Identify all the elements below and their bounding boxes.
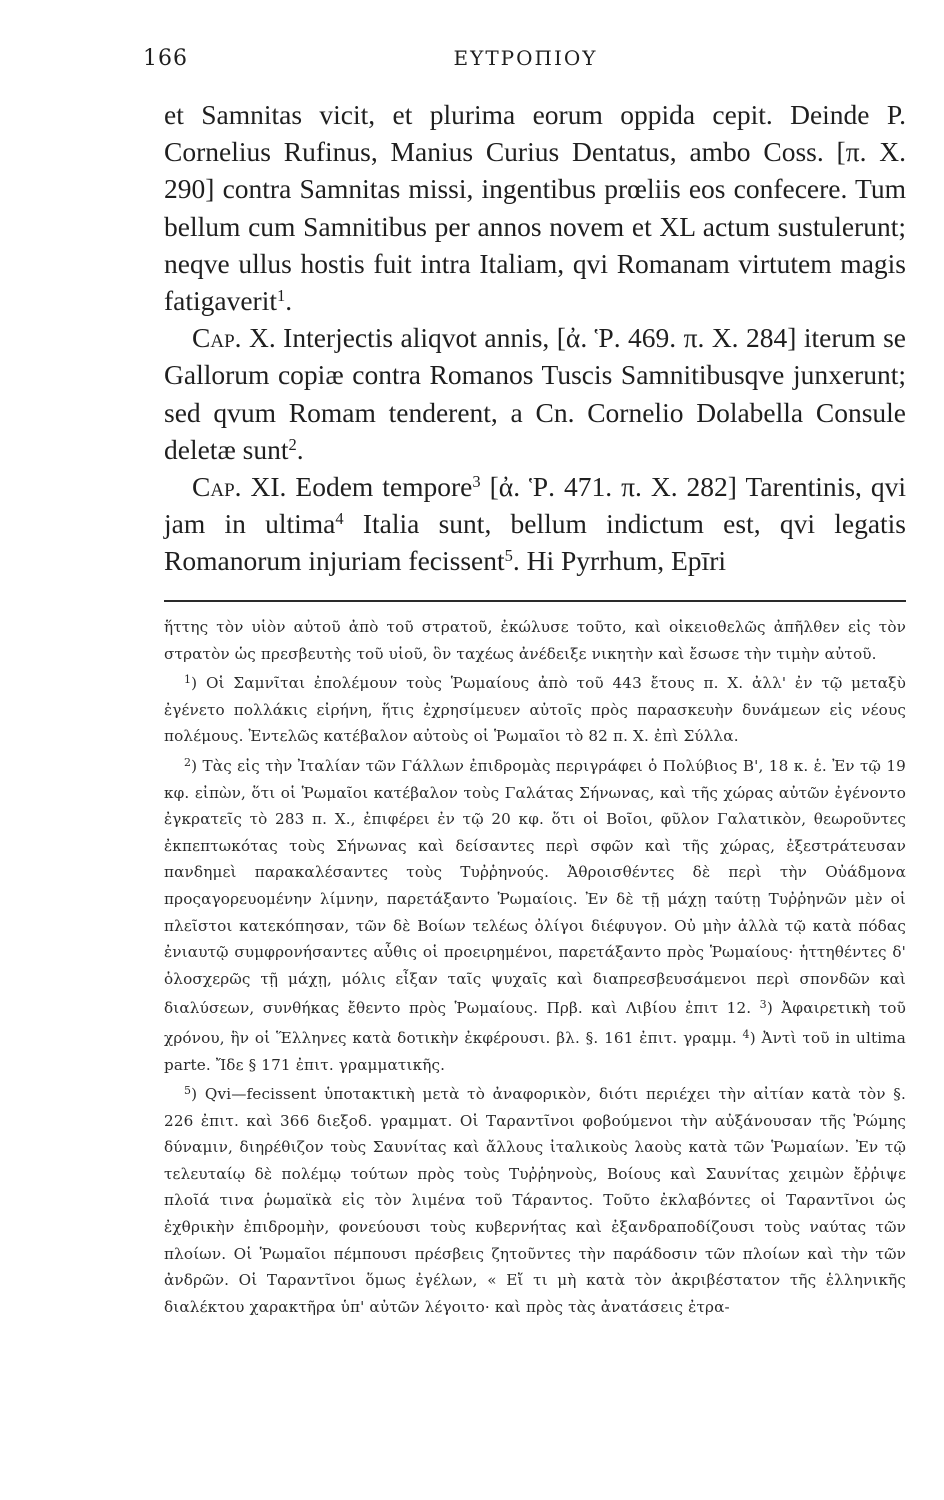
- footnote-ref: 1: [277, 285, 286, 305]
- footnote-ref: 3: [472, 471, 481, 491]
- paragraph-text: . Hi Pyrrhum, Epīri: [512, 545, 726, 577]
- paragraph-text: [ἀ. Ῥ. 471. π. Χ. 282] Tarentinis, qvi jam in ultima: [164, 471, 907, 540]
- page-number: 166: [143, 46, 188, 71]
- paragraph-text: Italia sunt, bellum indictum est, qvi legatis Romanorum injuriam fecissent: [164, 508, 907, 577]
- footnote-mark: 5: [184, 1084, 192, 1098]
- chapter-label: Cap. X.: [192, 322, 276, 354]
- footnote-mark: 4: [742, 1027, 750, 1041]
- footnote-text: Τὰς εἰς τὴν Ἰταλίαν τῶν Γάλλων ἐπιδρομὰς περιγράφει ὁ Πολύβιος Β', 18 κ. ἑ. Ἐν τῷ 19 κφ. εἰπὼν, ὅτι οἱ Ῥωμαῖοι κατέβαλον τοὺς Γαλάτας Σήνωνας, καὶ τῆς χώρας αὐτῶν ἐγένοντο ἐγκρατεῖς τὸ 283 π. Χ., ἐπιφέρει ἐν τῷ 20 κφ. ὅτι οἱ Βοῖοι, φῦλον Γαλατικὸν, θεωροῦντες ἐκπεπτωκότας τοὺς Σήνωνας καὶ δείσαντες περὶ σφῶν καὶ τῆς χώρας, ἐξεστράτευσαν πανδημεὶ παρακαλέσαντες τοὺς Τυῤῥηνούς. Ἀθροισθέντες δὲ περὶ τὴν Οὐάδμονα προςαγορευομένην λίμνην, παρετάξαντο Ῥωμαίοις. Ἐν δὲ τῇ μάχῃ ταύτῃ Τυῤῥηνῶν μὲν οἱ πλεῖστοι κατεκόπησαν, τῶν δὲ Βοίων τελέως ὀλίγοι διέφυγον. Οὐ μὴν ἀλλὰ τῷ κατὰ πόδας ἐνιαυτῷ συμφρονήσαντες αὖθις οἱ προειρημένοι, παρετάξαντο πρὸς Ῥωμαίους· ἡττηθέντες δ' ὁλοσχερῶς τῇ μάχῃ, μόλις εἶξαν ταῖς ψυχαῖς καὶ διαπρεσβευσάμενοι περὶ σπονδῶν καὶ διαλύσεων, συνθήκας ἔθεντο πρὸς Ῥωμαίους. Πρβ. καὶ Λιβίου ἐπιτ 12.: [164, 756, 906, 1018]
- page-header: [143, 46, 908, 76]
- footnote-ref: 2: [288, 434, 297, 454]
- footnote-text: Ἀντὶ τοῦ in ultima parte. Ἴδε § 171 ἐπιτ. γραμματικῆς.: [164, 1028, 906, 1074]
- footnote-2: $^2$) Τὰς εἰς τὴν Ἰταλίαν τῶν Γάλλων ἐπιδρομὰς περιγράφει ὁ Πολύβιος Β', 18 κ. ἑ. Ἐν τῷ 19 κφ. εἰπὼν, ὅτι οἱ Ῥωμαῖοι κατέβαλον τοὺς Γαλάτας Σήνωνας, καὶ τῆς χώρας αὐτῶν ἐγένοντο ἐγκρατεῖς τὸ 283 π. Χ., ἐπιφέρει ἐν τῷ 20 κφ. ὅτι οἱ Βοῖοι, φῦλον Γαλατικὸν, θεωροῦντες ἐκπεπτωκότας τοὺς Σήνωνας καὶ δείσαντες περὶ σφῶν καὶ τῆς χώρας, ἐξεστράτευσαν πανδημεὶ παρακαλέσαντες τοὺς Τυῤῥηνούς. Ἀθροισθέντες δὲ περὶ τὴν Οὐάδμονα προςαγορευομένην λίμνην, παρετάξαντο Ῥωμαίοις. Ἐν δὲ τῇ μάχῃ ταύτῃ Τυῤῥηνῶν μὲν οἱ πλεῖστοι κατεκόπησαν, τῶν δὲ Βοίων τελέως ὀλίγοι διέφυγον. Οὐ μὴν ἀλλὰ τῷ κατὰ πόδας ἐνιαυτῷ συμφρονήσαντες αὖθις οἱ προειρημένοι, παρετάξαντο πρὸς Ῥωμαίους· ἡττηθέντες δ' ὁλοσχερῶς τῇ μάχῃ, μόλις εἶξαν ταῖς ψυχαῖς καὶ διαπρεσβευσάμενοι περὶ σπονδῶν καὶ διαλύσεων, συνθήκας ἔθεντο πρὸς Ῥωμαίους. Πρβ. καὶ Λιβίου ἐπιτ 12. $^3$) Ἀφαιρετικὴ τοῦ χρόνου, ἣν οἱ Ἕλληνες κατὰ δοτικὴν ἐκφέρουσι. βλ. §. 161 ἐπιτ. γραμμ. $^4$) Ἀντὶ τοῦ in ultima parte. Ἴδε § 171 ἐπιτ. γραμματικῆς.: [164, 755, 906, 1074]
- paragraph-end: .: [296, 433, 304, 465]
- footnote-continuation: ἥττης τὸν υἱὸν αὐτοῦ ἀπὸ τοῦ στρατοῦ, ἐκώλυσε τοῦτο, καὶ οἰκειοθελῶς ἀπῆλθεν εἰς τὸν στρατὸν ὡς πρεσβευτὴς τοῦ υἱοῦ, ὃν ταχέως ἀνέδειξε νικητὴν καὶ ἔσωσε τὴν τιμὴν αὐτοῦ.: [164, 618, 906, 663]
- footnote-ref: 4: [335, 509, 344, 529]
- paragraph: [164, 96, 906, 319]
- footnote-text: Οἱ Σαμνῖται ἐπολέμουν τοὺς Ῥωμαίους ἀπὸ τοῦ 443 ἔτους π. Χ. ἀλλ' ἐν τῷ μεταξὺ ἐγένετο πολλάκις εἰρήνη, ἥτις ἐχρησίμευεν αὐτοῖς πρὸς παρασκευὴν δυνάμεων εἰς νέους πολέμους. Ἐντελῶς κατέβαλον αὐτοὺς οἱ Ῥωμαῖοι τὸ 82 π. Χ. ἐπὶ Σύλλα.: [164, 674, 906, 746]
- chapter-paragraph: [164, 468, 906, 580]
- running-title: ΕΥΤΡΟΠΙΟΥ: [453, 46, 598, 70]
- footnote-divider: [164, 600, 906, 602]
- paragraph-end: .: [285, 285, 293, 317]
- footnotes: [164, 614, 906, 1320]
- footnote-ref: 5: [504, 546, 513, 566]
- paragraph-text: et Samnitas vicit, et plurima eorum oppida cepit. Deinde P. Cornelius Rufinus, Manius Curius Dentatus, ambo Coss. [π. Χ. 290] contra Samnitas missi, ingentibus prœliis eos confecere. Tum bellum cum Samnitibus per annos novem et XL actum sustulerunt; neqve ullus hostis fuit intra Italiam, qvi Romanam virtutem magis fatigaverit: [164, 99, 906, 317]
- footnote-mark: 2: [184, 755, 192, 769]
- paragraph-text: Interjectis aliqvot annis, [ἀ. Ῥ. 469. π. Χ. 284] iterum se Gallorum copiæ contra Romanos Tuscis Samnitibusqve junxerunt; sed qvum Romam tenderent, a Cn. Cornelio Dolabella Consule deletæ sunt: [164, 322, 906, 465]
- chapter-paragraph: [164, 319, 906, 468]
- main-text: [164, 96, 906, 580]
- footnote-mark: 1: [184, 673, 192, 687]
- footnote-text: Qvi—fecissent ὑποτακτικὴ μετὰ τὸ ἀναφορικὸν, διότι περιέχει τὴν αἰτίαν κατὰ τὸν §. 226 ἐπιτ. καὶ 366 διεξοδ. γραμματ. Οἱ Ταραντῖνοι φοβούμενοι τὴν αὐξάνουσαν τῆς Ῥώμης δύναμιν, διηρέθιζον τοὺς Σαυνίτας καὶ ἄλλους ἰταλικοὺς λαοὺς κατὰ τῶν Ῥωμαίων. Ἐν τῷ τελευταίῳ δὲ πολέμῳ τούτων πρὸς τοὺς Τυῤῥηνοὺς, Βοίους καὶ Σαυνίτας χειμὼν ἔῤῥιψε πλοῖά τινα ῥωμαϊκὰ εἰς τὸν λιμένα τοῦ Τάραντος. Τοῦτο ἐκλαβόντες οἱ Ταραντῖνοι ὡς ἐχθρικὴν ἐπιδρομὴν, φονεύουσι τοὺς κυβερνήτας καὶ ἐξανδραποδίζουσι τοὺς ναύτας τῶν πλοίων. Οἱ Ῥωμαῖοι πέμπουσι πρέσβεις ζητοῦντες τὴν παράδοσιν τῶν πλοίων καὶ τὴν τῶν ἀνδρῶν. Οἱ Ταραντῖνοι ὅμως ἐγέλων, « Εἴ τι μὴ κατὰ τὸν ἀκριβέστατον τῆς ἑλληνικῆς διαλέκτου χαρακτῆρα ὑπ' αὐτῶν λέγοιτο· καὶ πρὸς τὰς ἀνατάσεις ἐτρα-: [164, 1085, 906, 1316]
- footnote-mark: 3: [759, 998, 767, 1012]
- chapter-label: Cap. XI.: [192, 471, 287, 503]
- footnote-text: Ἀφαιρετικὴ τοῦ χρόνου, ἣν οἱ Ἕλληνες κατὰ δοτικὴν ἐκφέρουσι. βλ. §. 161 ἐπιτ. γραμμ.: [164, 999, 906, 1047]
- paragraph-text: Eodem tempore: [295, 471, 473, 503]
- footnote-5: $^5$) Qvi—fecissent ὑποτακτικὴ μετὰ τὸ ἀναφορικὸν, διότι περιέχει τὴν αἰτίαν κατὰ τὸν §. 226 ἐπιτ. καὶ 366 διεξοδ. γραμματ. Οἱ Ταραντῖνοι φοβούμενοι τὴν αὐξάνουσαν τῆς Ῥώμης δύναμιν, διηρέθιζον τοὺς Σαυνίτας καὶ ἄλλους ἰταλικοὺς λαοὺς κατὰ τῶν Ῥωμαίων. Ἐν τῷ τελευταίῳ δὲ πολέμῳ τούτων πρὸς τοὺς Τυῤῥηνοὺς, Βοίους καὶ Σαυνίτας χειμὼν ἔῤῥιψε πλοῖά τινα ῥωμαϊκὰ εἰς τὸν λιμένα τοῦ Τάραντος. Τοῦτο ἐκλαβόντες οἱ Ταραντῖνοι ὡς ἐχθρικὴν ἐπιδρομὴν, φονεύουσι τοὺς κυβερνήτας καὶ ἐξανδραποδίζουσι τοὺς ναύτας τῶν πλοίων. Οἱ Ῥωμαῖοι πέμπουσι πρέσβεις ζητοῦντες τὴν παράδοσιν τῶν πλοίων καὶ τὴν τῶν ἀνδρῶν. Οἱ Ταραντῖνοι ὅμως ἐγέλων, « Εἴ τι μὴ κατὰ τὸν ἀκριβέστατον τῆς ἑλληνικῆς διαλέκτου χαρακτῆρα ὑπ' αὐτῶν λέγοιτο· καὶ πρὸς τὰς ἀνατάσεις ἐτρα-: [164, 1084, 906, 1316]
- footnote-1: $^1$) Οἱ Σαμνῖται ἐπολέμουν τοὺς Ῥωμαίους ἀπὸ τοῦ 443 ἔτους π. Χ. ἀλλ' ἐν τῷ μεταξὺ ἐγένετο πολλάκις εἰρήνη, ἥτις ἐχρησίμευεν αὐτοῖς πρὸς παρασκευὴν δυνάμεων εἰς νέους πολέμους. Ἐντελῶς κατέβαλον αὐτοὺς οἱ Ῥωμαῖοι τὸ 82 π. Χ. ἐπὶ Σύλλα.: [164, 673, 906, 746]
